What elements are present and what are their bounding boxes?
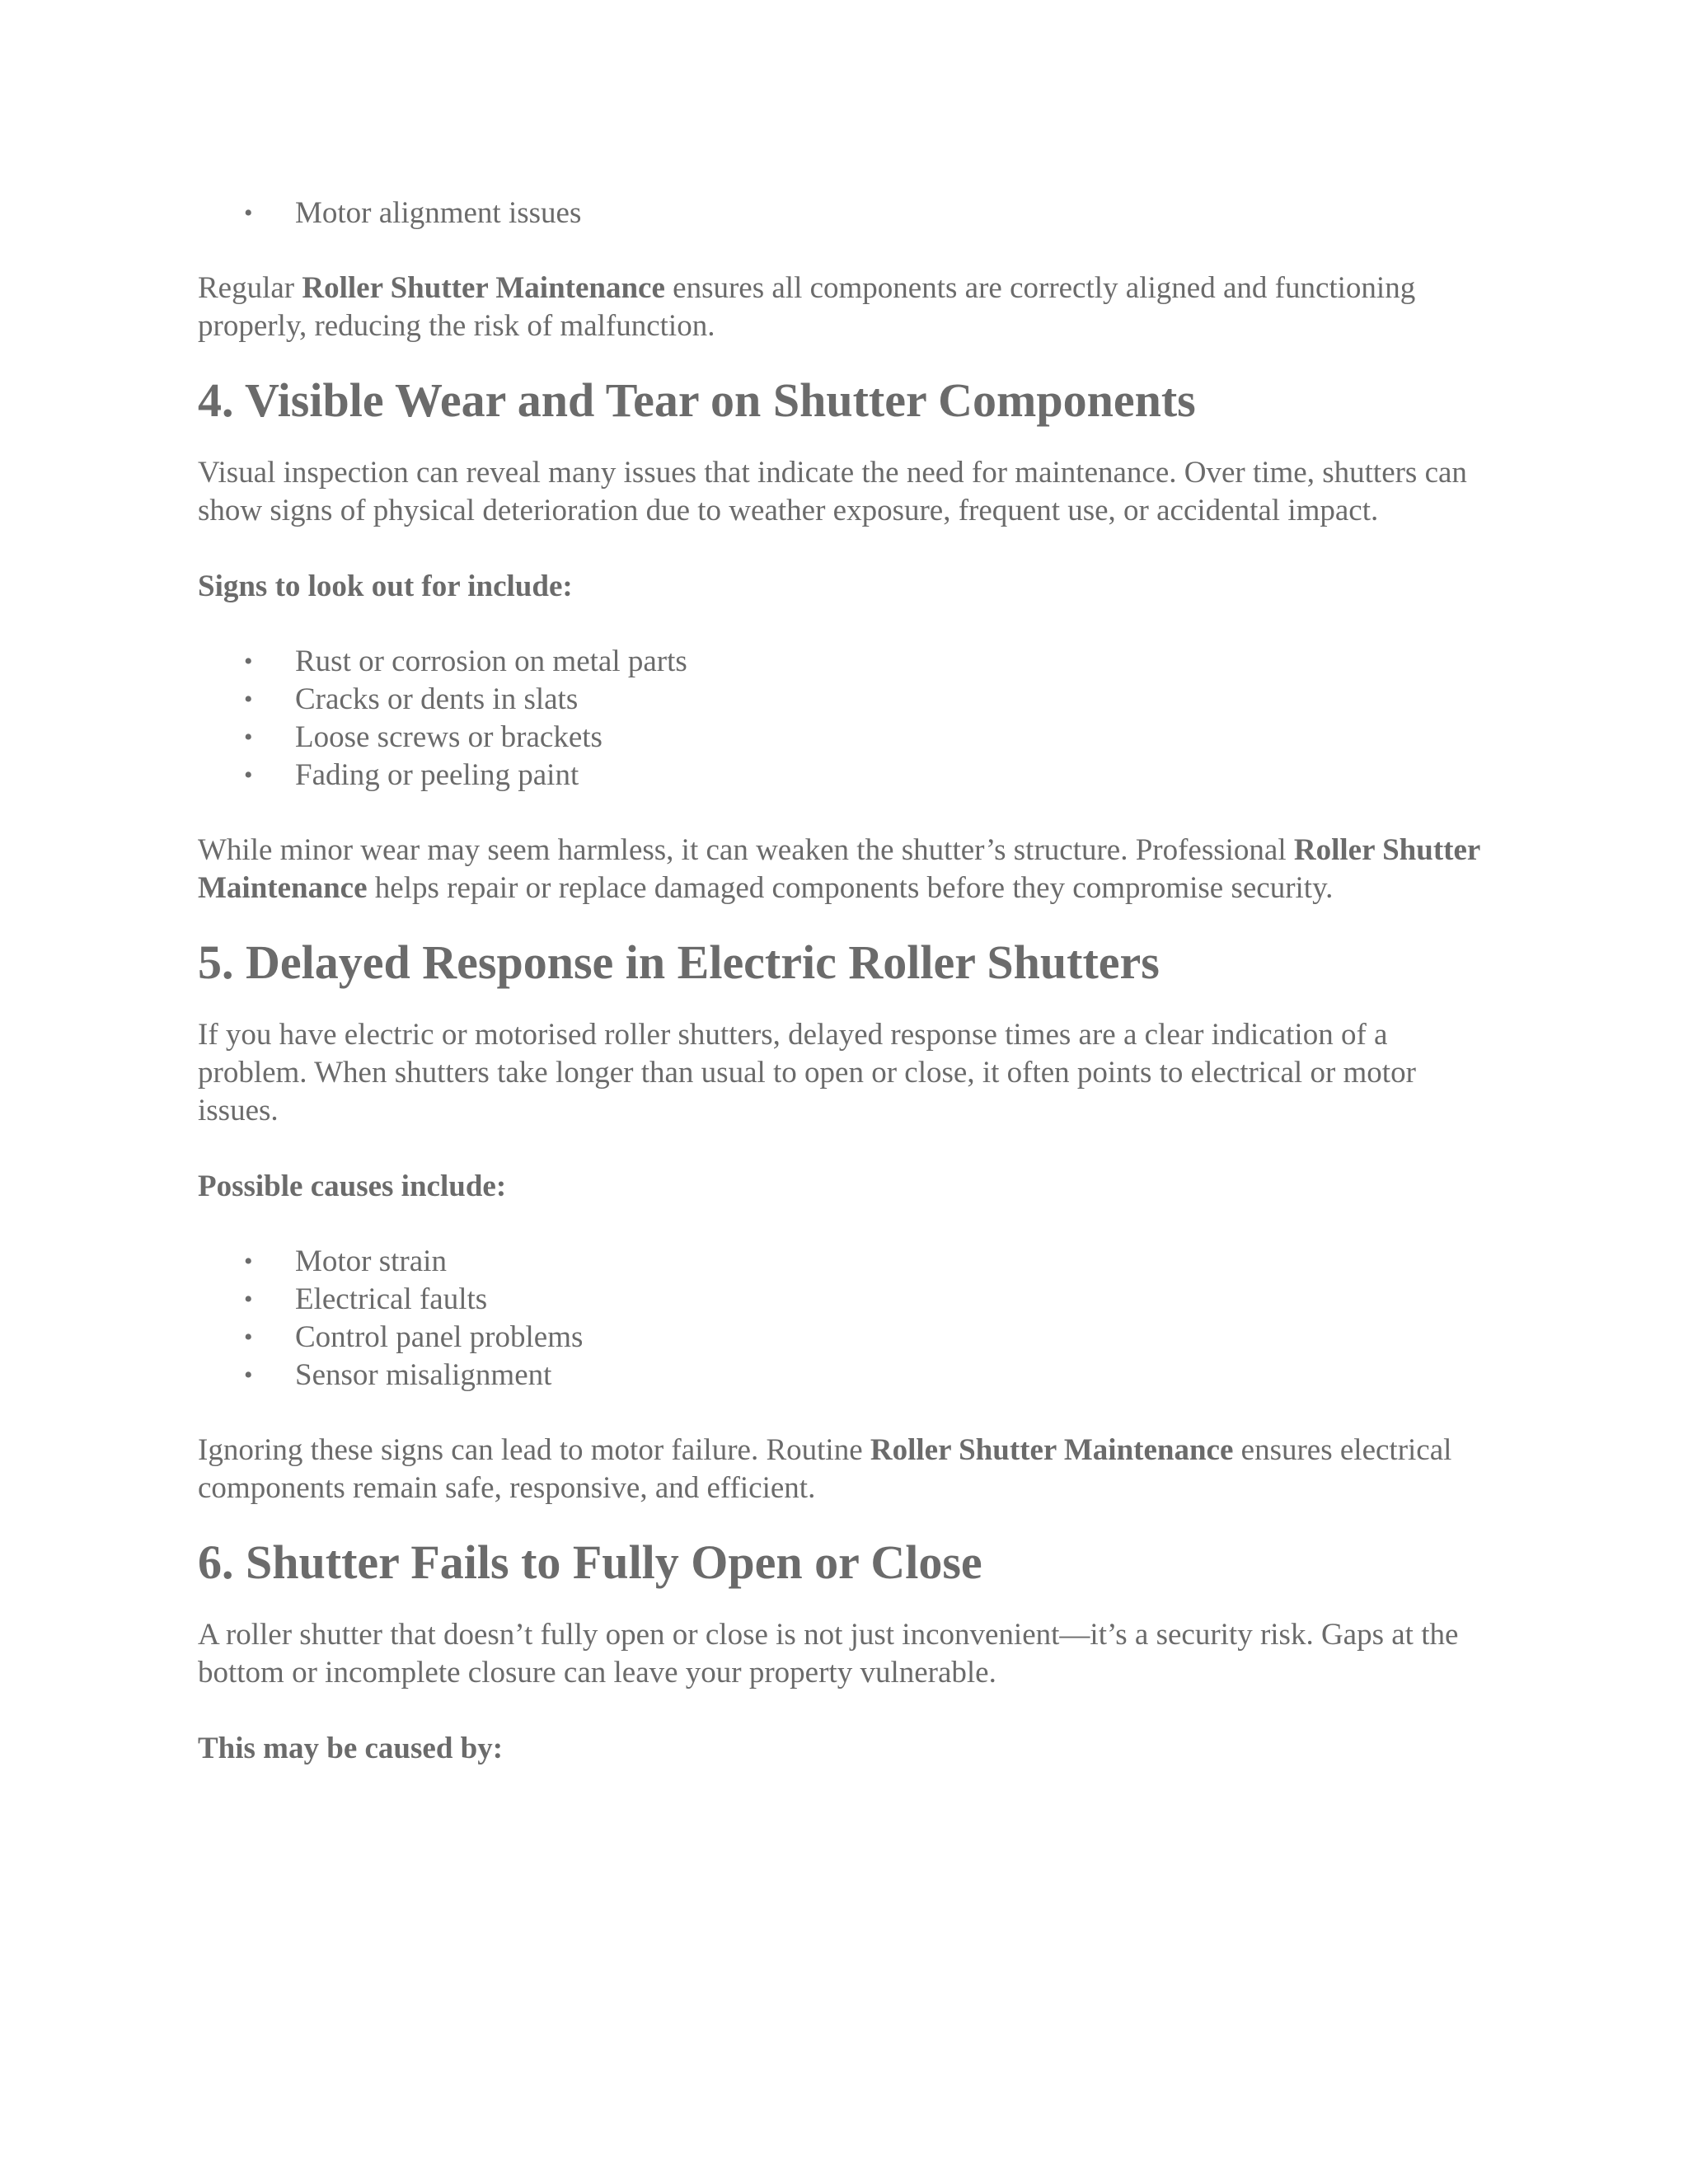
list-item: • Sensor misalignment <box>198 1357 1492 1394</box>
list-label: Signs to look out for include: <box>198 569 573 603</box>
bold-term: Roller Shutter Maintenance <box>198 833 1480 905</box>
list-item: • Loose screws or brackets <box>198 719 1492 757</box>
paragraph: If you have electric or motorised roller shutters, delayed response times are a clear indication of a problem. When shutters take longer than usual to open or close, it often points to electrical or motor issues. <box>198 1018 1416 1127</box>
paragraph: While minor wear may seem harmless, it can weaken the shutter’s structure. Professional Roller Shutter Maintenance helps repair or replace damaged components before they compromise security. <box>198 833 1480 905</box>
bullet-list <box>198 194 1492 232</box>
list-item: • Rust or corrosion on metal parts <box>198 643 1492 681</box>
section-heading: 6. Shutter Fails to Fully Open or Close <box>198 1535 982 1589</box>
paragraph: Visual inspection can reveal many issues that indicate the need for maintenance. Over time, shutters can show signs of physical deterioration due to weather exposure, frequent use, or accidental impact. <box>198 456 1467 527</box>
bullet-list <box>198 643 1492 794</box>
list-item: • Control panel problems <box>198 1319 1492 1357</box>
paragraph: A roller shutter that doesn’t fully open or close is not just inconvenient—it’s a security risk. Gaps at the bottom or incomplete closure can leave your property vulnerable. <box>198 1618 1459 1690</box>
document-page <box>198 194 1492 1768</box>
list-item: • Motor strain <box>198 1243 1492 1281</box>
paragraph: Ignoring these signs can lead to motor failure. Routine Roller Shutter Maintenance ensures electrical components remain safe, responsive, and efficient. <box>198 1433 1452 1505</box>
list-item: • Electrical faults <box>198 1281 1492 1319</box>
list-item: • Cracks or dents in slats <box>198 681 1492 719</box>
section-heading: 5. Delayed Response in Electric Roller Shutters <box>198 935 1160 989</box>
paragraph: Regular Roller Shutter Maintenance ensures all components are correctly aligned and functioning properly, reducing the risk of malfunction. <box>198 271 1416 343</box>
list-item: • Fading or peeling paint <box>198 757 1492 794</box>
section-heading: 4. Visible Wear and Tear on Shutter Components <box>198 373 1196 427</box>
list-item: • Motor alignment issues <box>198 194 1492 232</box>
bold-term: Roller Shutter Maintenance <box>302 271 665 305</box>
bullet-list <box>198 1243 1492 1394</box>
bold-term: Roller Shutter Maintenance <box>870 1433 1234 1467</box>
list-label: This may be caused by: <box>198 1732 504 1765</box>
list-label: Possible causes include: <box>198 1169 507 1203</box>
